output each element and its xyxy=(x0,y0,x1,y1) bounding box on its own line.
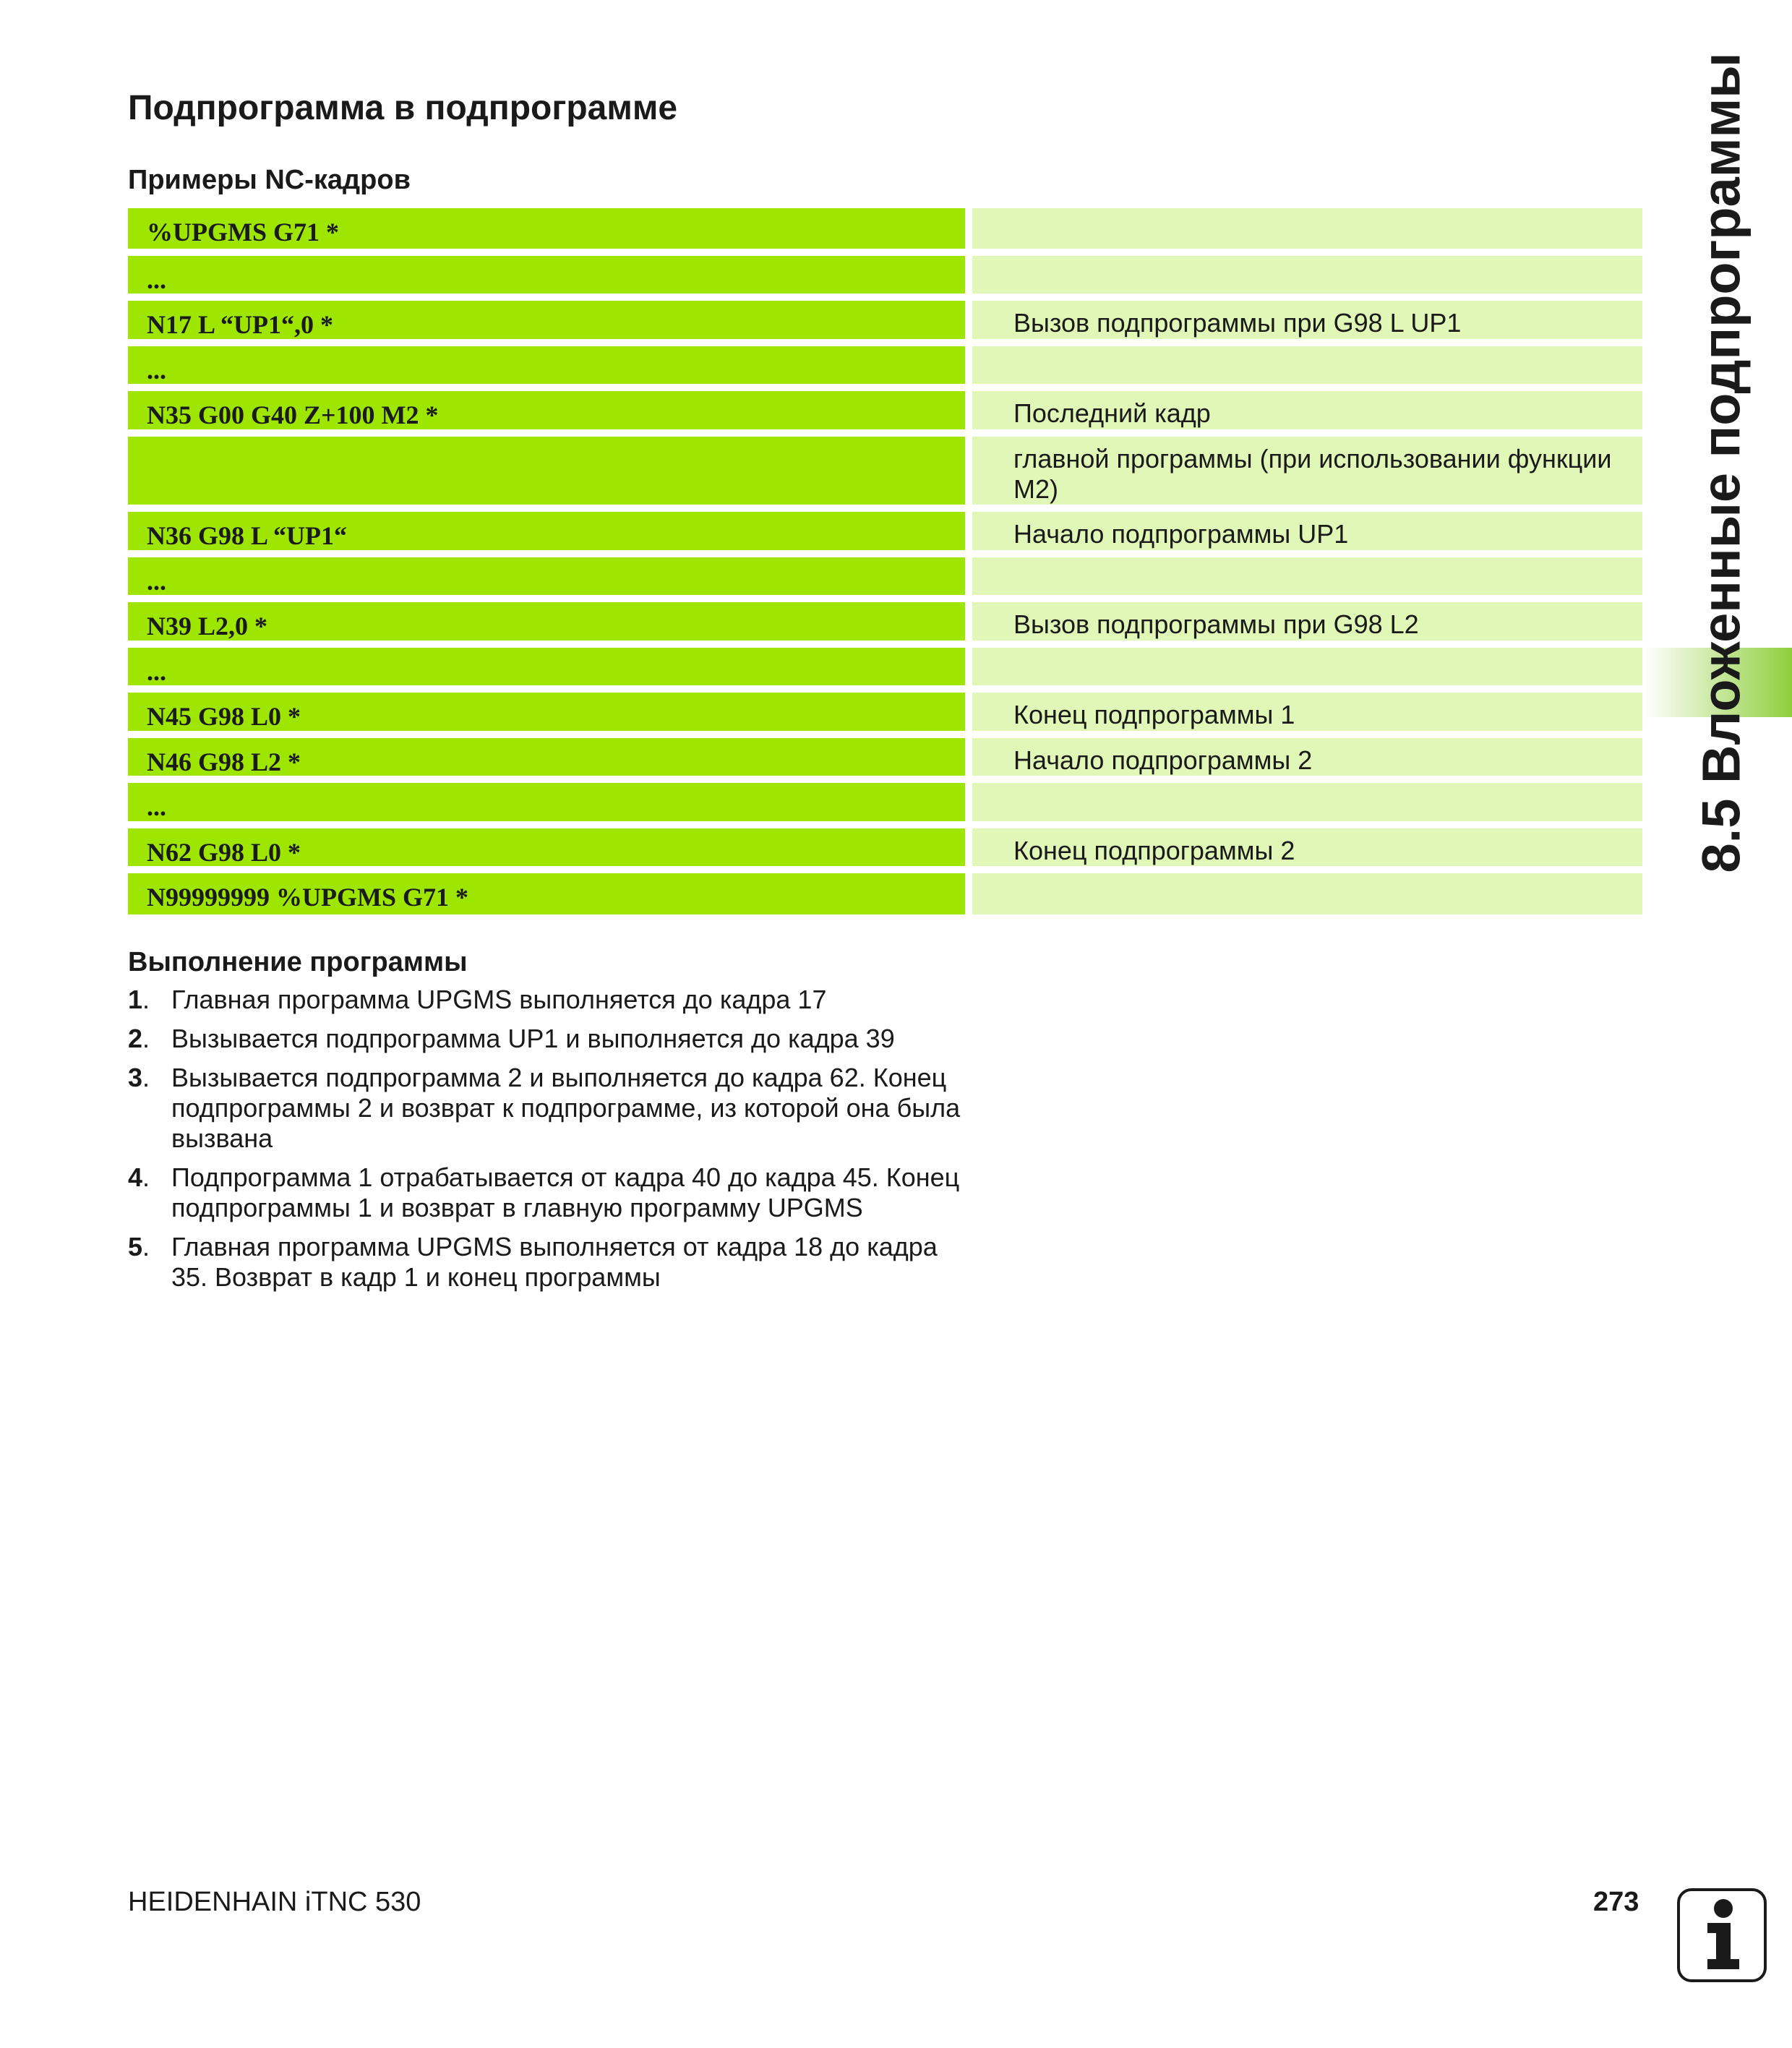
section-title-vertical: 8.5 Вложенные подпрограммы xyxy=(1691,52,1752,873)
step-number: 3 xyxy=(128,1063,143,1092)
nc-comment-cell xyxy=(972,783,1642,821)
table-row xyxy=(128,873,1642,914)
nc-program-table xyxy=(128,208,1642,922)
info-icon xyxy=(1677,1888,1767,1982)
nc-code-cell: N99999999 %UPGMS G71 * xyxy=(128,873,965,914)
step-text: Вызывается подпрограмма 2 и выполняется до кадра 62. Конец подпрограммы 2 и возврат к подпрограмме, из которой она была вызвана xyxy=(171,1063,961,1153)
nc-code-cell: N36 G98 L “UP1“ xyxy=(128,512,965,550)
nc-comment-cell: Конец подпрограммы 2 xyxy=(972,828,1642,866)
nc-comment-cell: Конец подпрограммы 1 xyxy=(972,693,1642,731)
nc-code-cell: N46 G98 L2 * xyxy=(128,738,965,776)
nc-code-cell: ... xyxy=(128,783,965,821)
table-row xyxy=(128,256,1642,294)
step-number: 4 xyxy=(128,1162,143,1192)
page-title: Подпрограмма в подпрограмме xyxy=(128,89,678,127)
nc-comment-cell xyxy=(972,557,1642,595)
nc-comment-cell: Вызов подпрограммы при G98 L2 xyxy=(972,602,1642,640)
execution-heading: Выполнение программы xyxy=(128,947,468,977)
page-number: 273 xyxy=(1593,1887,1639,1917)
table-row xyxy=(128,693,1642,731)
step-number: 2 xyxy=(128,1024,143,1053)
nc-comment-cell xyxy=(972,648,1642,685)
list-item: 2. Вызывается подпрограмма UP1 и выполняется до кадра 39 xyxy=(128,1024,895,1053)
table-row xyxy=(128,828,1642,866)
nc-comment-cell xyxy=(972,208,1642,249)
nc-comment-cell xyxy=(972,873,1642,914)
footer-product-name: HEIDENHAIN iTNC 530 xyxy=(128,1887,421,1917)
nc-code-cell: ... xyxy=(128,346,965,384)
list-item: 3. Вызывается подпрограмма 2 и выполняется до кадра 62. Конец подпрограммы 2 и возврат к подпрограмме, из которой она была вызвана xyxy=(128,1063,966,1154)
table-row xyxy=(128,557,1642,595)
nc-code-cell: ... xyxy=(128,557,965,595)
nc-code-cell: %UPGMS G71 * xyxy=(128,208,965,249)
nc-comment-cell xyxy=(972,256,1642,294)
table-row xyxy=(128,391,1642,429)
nc-code-cell: N39 L2,0 * xyxy=(128,602,965,640)
list-item: 1. Главная программа UPGMS выполняется до кадра 17 xyxy=(128,985,827,1014)
table-row xyxy=(128,648,1642,685)
nc-comment-cell: Вызов подпрограммы при G98 L UP1 xyxy=(972,301,1642,339)
step-number: 5 xyxy=(128,1232,143,1261)
nc-code-cell: N17 L “UP1“,0 * xyxy=(128,301,965,339)
step-text: Главная программа UPGMS выполняется от кадра 18 до кадра 35. Возврат в кадр 1 и конец программы xyxy=(171,1232,938,1292)
step-text: Подпрограмма 1 отрабатывается от кадра 40 до кадра 45. Конец подпрограммы 1 и возврат в главную программу UPGMS xyxy=(171,1162,960,1222)
step-number: 1 xyxy=(128,985,143,1014)
nc-comment-cell: Начало подпрограммы UP1 xyxy=(972,512,1642,550)
nc-comment-cell: Начало подпрограммы 2 xyxy=(972,738,1642,776)
table-row xyxy=(128,783,1642,821)
examples-heading: Примеры NC-кадров xyxy=(128,165,411,195)
execution-steps-list xyxy=(128,985,966,1301)
table-row xyxy=(128,301,1642,339)
table-row xyxy=(128,208,1642,249)
table-row xyxy=(128,437,1642,505)
nc-code-cell: ... xyxy=(128,256,965,294)
list-item: 5. Главная программа UPGMS выполняется от кадра 18 до кадра 35. Возврат в кадр 1 и конец программы xyxy=(128,1232,966,1293)
nc-comment-cell: главной программы (при использовании функции M2) xyxy=(972,437,1642,505)
nc-code-cell: N45 G98 L0 * xyxy=(128,693,965,731)
step-text: Главная программа UPGMS выполняется до кадра 17 xyxy=(171,985,827,1014)
nc-code-cell: N35 G00 G40 Z+100 M2 * xyxy=(128,391,965,429)
nc-code-cell: N62 G98 L0 * xyxy=(128,828,965,866)
table-row xyxy=(128,602,1642,640)
table-row xyxy=(128,346,1642,384)
nc-code-cell: ... xyxy=(128,648,965,685)
table-row xyxy=(128,512,1642,550)
list-item: 4. Подпрограмма 1 отрабатывается от кадра 40 до кадра 45. Конец подпрограммы 1 и возврат в главную программу UPGMS xyxy=(128,1162,966,1223)
nc-comment-cell: Последний кадр xyxy=(972,391,1642,429)
step-text: Вызывается подпрограмма UP1 и выполняется до кадра 39 xyxy=(171,1024,895,1053)
nc-code-cell xyxy=(128,437,965,505)
nc-comment-cell xyxy=(972,346,1642,384)
table-row xyxy=(128,738,1642,776)
